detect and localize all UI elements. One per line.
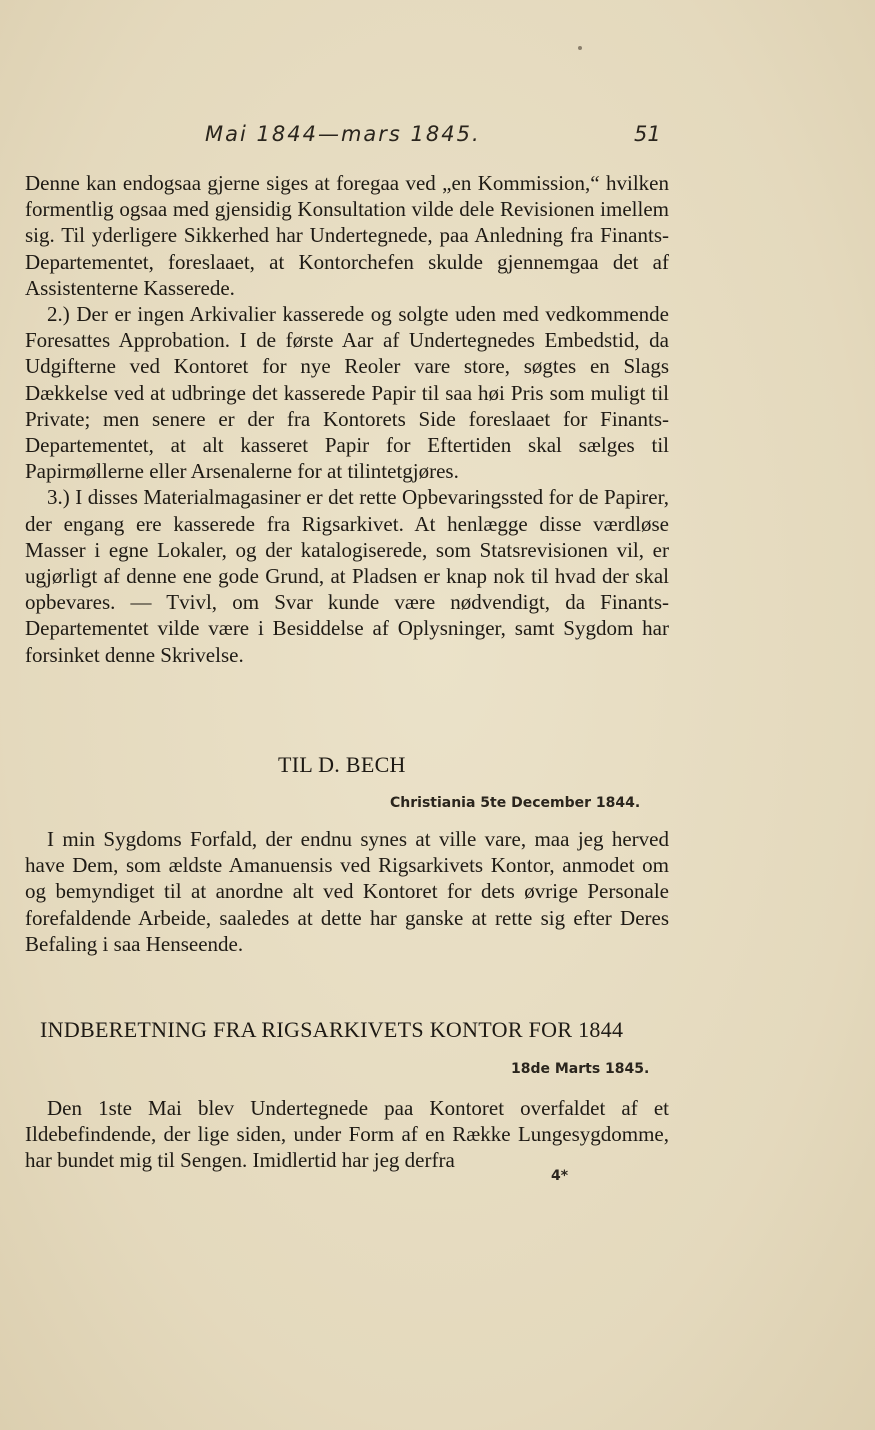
paragraph: 3.) I disses Materialmagasiner er det rette Opbevaringssted for de Papirer, der engang ere kasserede fra Rigsarkivet. At henlægge disse værdløse Masser i egne Lokaler, og der katalogiserede, som Statsrevisionen vil, er ugjørligt af denne ene gode Grund, at Pladsen er knap nok til hvad der skal opbevares. — Tvivl, om Svar kunde være nødvendigt, da Finants-Departementet vilde være i Besiddelse af Oplysninger, samt Sygdom har forsinket denne Skrivelse. <box>25 485 669 667</box>
running-head <box>0 118 875 154</box>
letter-body <box>25 826 669 957</box>
section-continuation <box>25 170 669 668</box>
signature-mark: 4* <box>551 1168 569 1184</box>
paper-speck <box>578 46 582 50</box>
report-body <box>25 1095 669 1174</box>
page-number: 51 <box>634 122 661 146</box>
paragraph: I min Sygdoms Forfald, der endnu synes at ville vare, maa jeg herved have Dem, som ældste Amanuensis ved Rigsarkivets Kontor, anmodet om og bemyndiget til at anordne alt ved Kontoret for dets øvrige Personale forefaldende Arbeide, saaledes at dette har ganske at rette sig efter Deres Befaling i saa Henseende. <box>25 827 669 956</box>
paragraph: 2.) Der er ingen Arkivalier kasserede og solgte uden med vedkommende Foresattes Approbation. I de første Aar af Undertegnedes Embedstid, da Udgifterne ved Kontoret for nye Reoler vare store, søgtes en Slags Dækkelse ved at udbringe det kasserede Papir til saa høi Pris som muligt til Private; men senere er der fra Kontorets Side foreslaaet for Finants-Departementet, at alt kasseret Papir for Eftertiden skal sælges til Papirmøllerne eller Arsenalerne for at tilintetgjøres. <box>25 302 669 484</box>
letter-dateline: Christiania 5te December 1844. <box>390 795 641 811</box>
running-title: Mai 1844—mars 1845. <box>205 122 481 146</box>
paragraph: Denne kan endogsaa gjerne siges at foregaa ved „en Kommission,“ hvilken formentlig ogsaa med gjensidig Konsultation vilde dele Revisionen imellem sig. Til yderligere Sikkerhed har Undertegnede, paa Anledning fra Finants-Departementet, foreslaaet, at Kontorchefen skulde gjennemgaa det af Assistenterne Kasserede. <box>25 171 669 300</box>
report-dateline: 18de Marts 1845. <box>511 1061 650 1077</box>
paragraph: Den 1ste Mai blev Undertegnede paa Kontoret overfaldet af et Ildebefindende, der lige siden, under Form af en Række Lungesygdomme, har bundet mig til Sengen. Imidlertid har jeg derfra <box>25 1096 669 1173</box>
letter-heading: TIL D. BECH <box>278 752 406 777</box>
report-heading: INDBERETNING FRA RIGSARKIVETS KONTOR FOR 1844 <box>40 1017 624 1042</box>
